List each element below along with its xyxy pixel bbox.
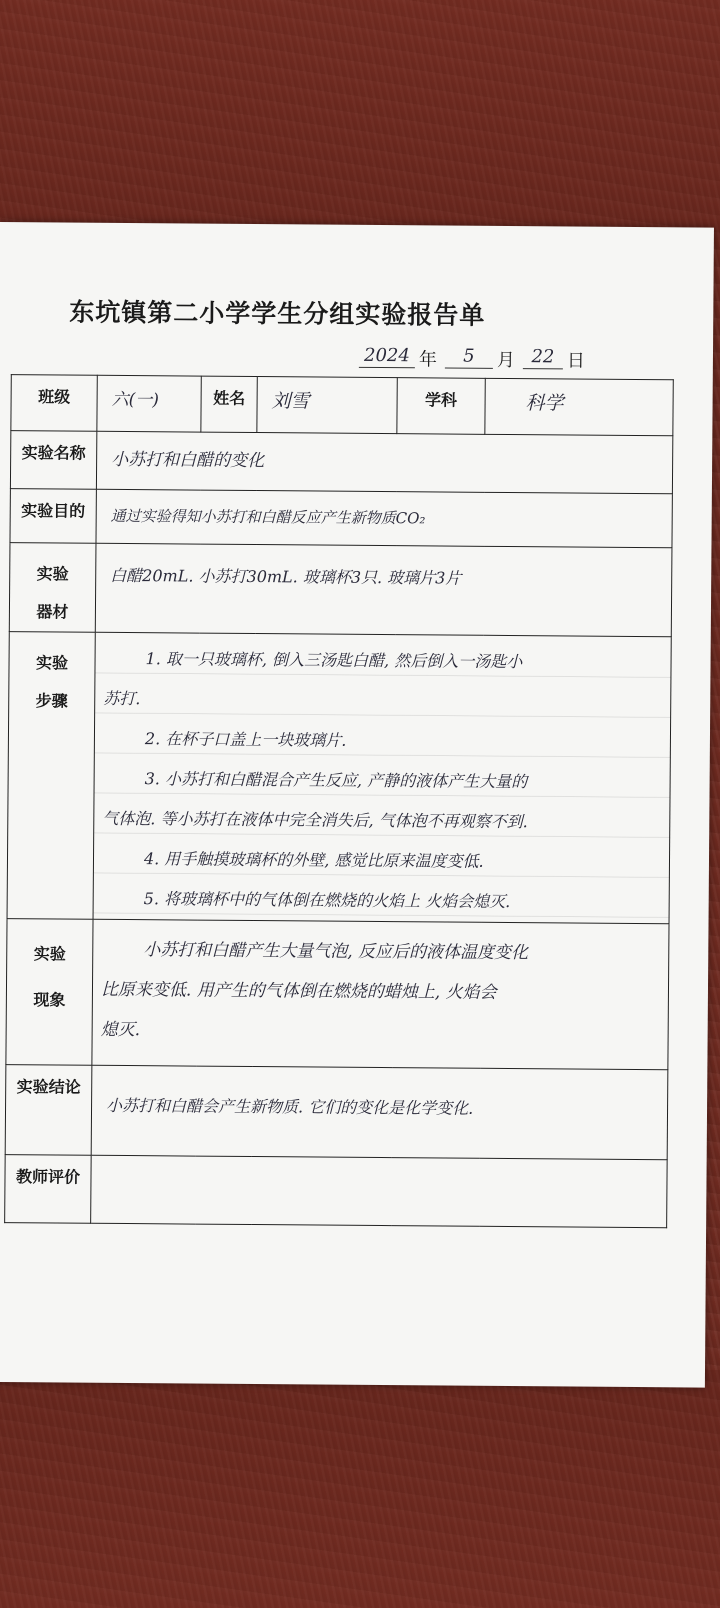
report-table [4,374,674,1228]
value-phenomenon [92,919,669,1070]
row-phenomenon [6,919,669,1070]
label-phenomenon-line1: 实验 [33,944,66,964]
row-experiment-name [10,431,672,494]
label-steps-line1: 实验 [35,653,69,673]
value-conclusion: 小苏打和白醋会产生新物质. 它们的变化是化学变化. [91,1065,668,1160]
label-experiment-name: 实验名称 [10,431,96,490]
value-equipment: 白醋20mL. 小苏打30mL. 玻璃杯3只. 玻璃片3片 [95,543,672,637]
phenomenon-line: 小苏打和白醋产生大量气泡, 反应后的液体温度变化 [143,940,529,964]
form-title: 东坑镇第二小学学生分组实验报告单 [69,297,486,330]
label-subject: 学科 [397,378,485,435]
step-line: 气体泡. 等小苏打在液体中完全消失后, 气体泡不再观察不到. [102,808,528,832]
date-year-label: 年 [418,349,438,371]
date-day-label: 日 [566,350,586,372]
tabletop-background [0,0,720,240]
date-line [359,345,609,373]
label-equipment-line2: 器材 [36,602,69,622]
report-sheet [0,222,714,1388]
phenomenon-line: 比原来变低. 用产生的气体倒在燃烧的蜡烛上, 火焰会 [100,979,497,1003]
date-year: 2024 [359,345,415,368]
label-conclusion: 实验结论 [5,1065,92,1156]
step-line: 苏打. [103,688,141,709]
label-phenomenon [6,919,93,1066]
label-purpose: 实验目的 [10,489,96,544]
value-teacher-review [91,1155,668,1228]
value-purpose: 通过实验得知小苏打和白醋反应产生新物质CO₂ [96,489,672,548]
date-month-label: 月 [496,349,516,372]
step-line: 1. 取一只玻璃杯, 倒入三汤匙白醋, 然后倒入一汤匙小 [145,649,523,672]
label-phenomenon-line2: 现象 [33,990,66,1010]
row-teacher-review [5,1155,668,1228]
label-steps [7,632,95,920]
value-subject: 科学 [485,378,673,435]
step-line: 2. 在杯子口盖上一块玻璃片. [144,729,347,750]
row-equipment [9,543,672,637]
label-teacher-review: 教师评价 [5,1155,92,1224]
step-line: 4. 用手触摸玻璃杯的外壁, 感觉比原来温度变低. [143,849,484,871]
step-line: 5. 将玻璃杯中的气体倒在燃烧的火焰上 火焰会熄灭. [143,889,511,912]
label-equipment-line1: 实验 [36,564,69,584]
date-day: 22 [523,346,563,369]
phenomenon-line: 熄灭. [100,1019,141,1041]
value-class: 六(一) [97,375,201,432]
label-class: 班级 [11,375,97,432]
label-equipment [9,543,96,633]
value-steps [93,632,671,924]
row-steps [7,632,671,924]
label-name: 姓名 [201,376,257,432]
value-experiment-name: 小苏打和白醋的变化 [96,431,672,494]
tabletop-background-bottom [0,1370,720,1608]
value-name: 刘雪 [257,377,397,434]
row-conclusion [5,1065,668,1160]
date-month: 5 [445,345,493,368]
row-class [11,375,673,436]
label-steps-line2: 步骤 [35,691,68,711]
row-purpose [10,489,672,548]
step-line: 3. 小苏打和白醋混合产生反应, 产静的液体产生大量的 [144,769,528,792]
